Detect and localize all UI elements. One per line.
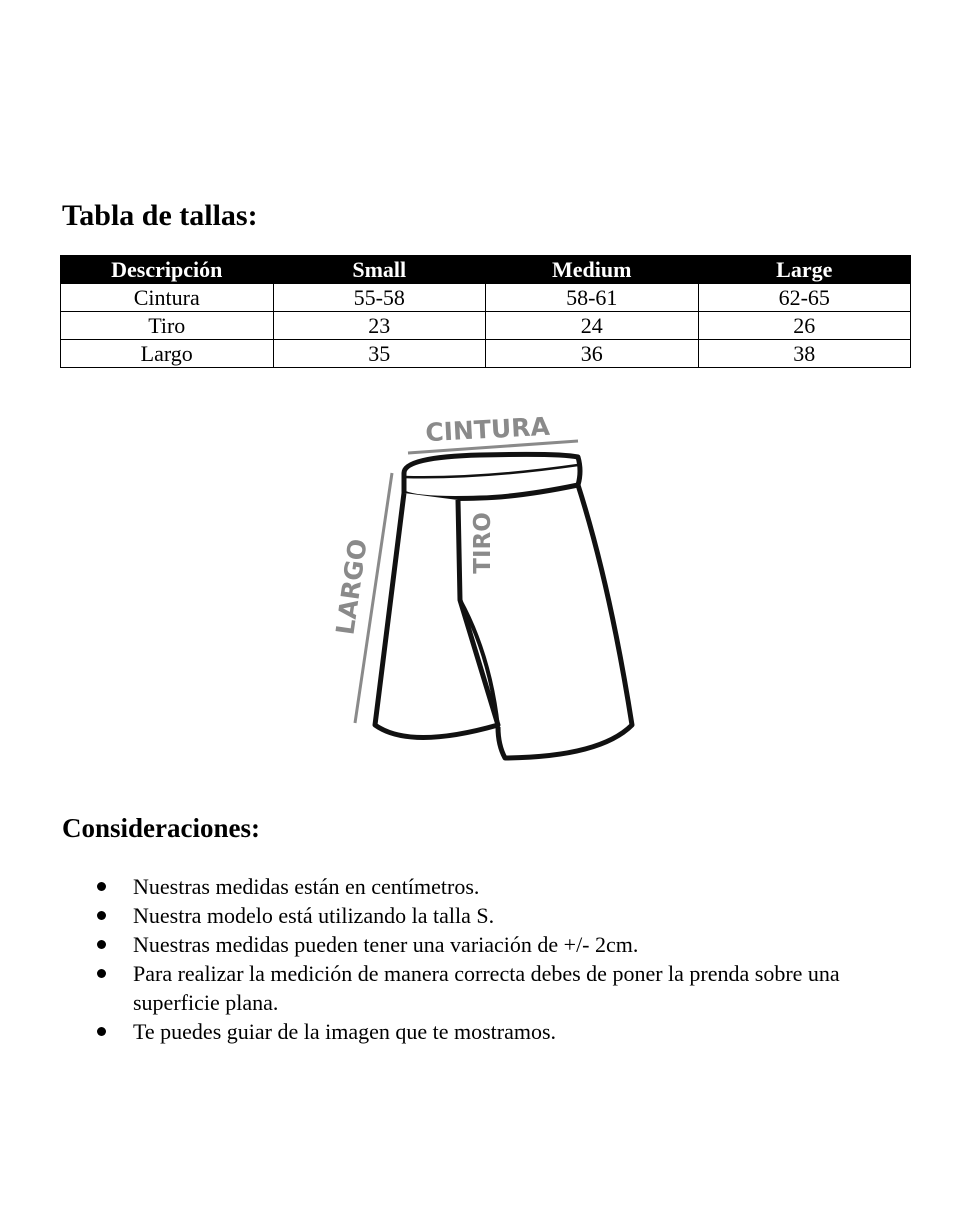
list-item <box>133 901 923 930</box>
column-header-small: Small <box>273 256 486 284</box>
page-title: Tabla de tallas: <box>62 199 258 232</box>
cintura-label: CINTURA <box>424 411 551 448</box>
list-item-text: Para realizar la medición de manera correcta debes de poner la prenda sobre una superficie plana. <box>133 961 840 1015</box>
table-cell: Largo <box>61 340 274 368</box>
table-row <box>61 312 911 340</box>
list-item-text: Te puedes guiar de la imagen que te mostramos. <box>133 1019 557 1044</box>
table-cell: Cintura <box>61 284 274 312</box>
table-cell: 38 <box>698 340 911 368</box>
list-item <box>133 1017 923 1046</box>
right-leg-outline <box>498 485 632 758</box>
table-cell: 24 <box>486 312 699 340</box>
list-item <box>133 959 923 1017</box>
shorts-measurement-icon <box>320 405 650 780</box>
bullet-icon <box>97 1027 106 1036</box>
list-item <box>133 930 923 959</box>
table-row <box>61 284 911 312</box>
shorts-diagram <box>320 405 650 780</box>
size-table <box>60 255 911 368</box>
list-item-text: Nuestra modelo está utilizando la talla S. <box>133 903 495 928</box>
table-cell: 23 <box>273 312 486 340</box>
column-header-description: Descripción <box>61 256 274 284</box>
table-cell: 55-58 <box>273 284 486 312</box>
largo-label: LARGO <box>330 537 373 637</box>
column-header-large: Large <box>698 256 911 284</box>
bullet-icon <box>97 940 106 949</box>
considerations-list <box>133 872 923 1046</box>
list-item-text: Nuestras medidas están en centímetros. <box>133 874 480 899</box>
list-item <box>133 872 923 901</box>
bullet-icon <box>97 882 106 891</box>
considerations-title: Consideraciones: <box>62 813 260 843</box>
table-cell: 58-61 <box>486 284 699 312</box>
tiro-label: TIRO <box>470 512 496 574</box>
table-cell: 36 <box>486 340 699 368</box>
table-row <box>61 340 911 368</box>
table-header-row <box>61 256 911 284</box>
table-cell: 62-65 <box>698 284 911 312</box>
table-cell: 35 <box>273 340 486 368</box>
column-header-medium: Medium <box>486 256 699 284</box>
bullet-icon <box>97 911 106 920</box>
list-item-text: Nuestras medidas pueden tener una variación de +/- 2cm. <box>133 932 639 957</box>
bullet-icon <box>97 969 106 978</box>
table-cell: 26 <box>698 312 911 340</box>
table-cell: Tiro <box>61 312 274 340</box>
